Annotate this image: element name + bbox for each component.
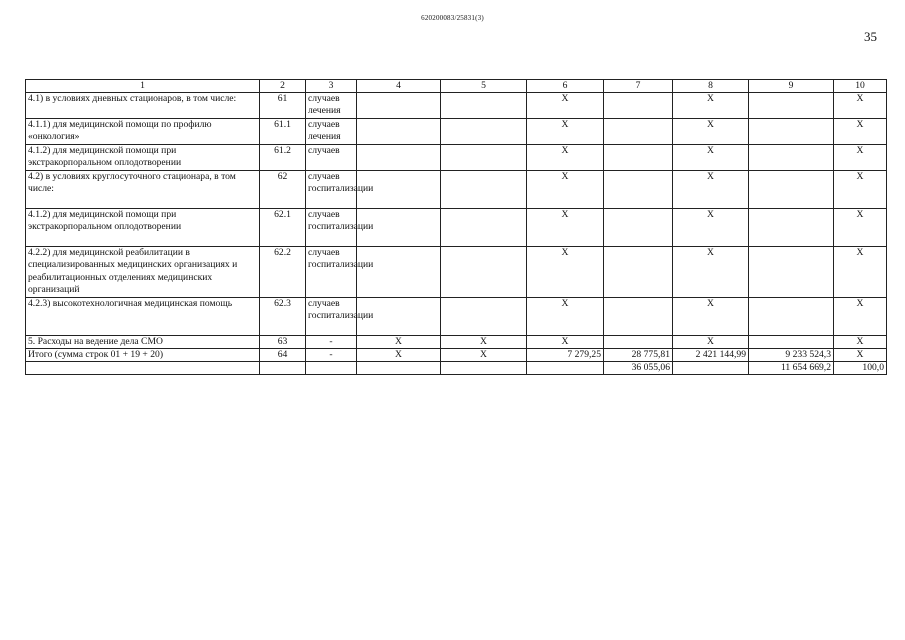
cell-col5	[441, 361, 527, 374]
cell-col7: 28 775,81	[604, 348, 673, 361]
cell-col6: X	[527, 119, 604, 145]
cell-col6: 7 279,25	[527, 348, 604, 361]
cell-col10: X	[834, 93, 887, 119]
cell-col9: 9 233 524,3	[749, 348, 834, 361]
cell-col8: X	[673, 335, 749, 348]
col-header: 5	[441, 80, 527, 93]
col-header: 2	[260, 80, 306, 93]
col-header: 1	[26, 80, 260, 93]
row-code: 61	[260, 93, 306, 119]
cell-col10: X	[834, 335, 887, 348]
cell-col10: X	[834, 209, 887, 247]
cell-col9	[749, 93, 834, 119]
cell-col7	[604, 145, 673, 171]
cell-col5	[441, 297, 527, 335]
table-row	[26, 171, 887, 209]
cell-col6	[527, 361, 604, 374]
cell-col7: 36 055,06	[604, 361, 673, 374]
table-row	[26, 247, 887, 298]
cell-col5	[441, 247, 527, 298]
cell-col10: X	[834, 247, 887, 298]
row-code	[260, 361, 306, 374]
col-header: 8	[673, 80, 749, 93]
cell-col7	[604, 335, 673, 348]
cell-col8	[673, 361, 749, 374]
table-row	[26, 361, 887, 374]
row-code: 61.2	[260, 145, 306, 171]
row-unit: -	[306, 335, 357, 348]
cell-col8: X	[673, 209, 749, 247]
cell-col5: X	[441, 335, 527, 348]
row-code: 62.2	[260, 247, 306, 298]
row-code: 62.1	[260, 209, 306, 247]
cell-col4: X	[357, 348, 441, 361]
cell-col10: X	[834, 297, 887, 335]
cell-col8: X	[673, 119, 749, 145]
col-header: 7	[604, 80, 673, 93]
cell-col4	[357, 247, 441, 298]
cell-col9	[749, 145, 834, 171]
cell-col9	[749, 297, 834, 335]
cell-col9	[749, 209, 834, 247]
row-unit: случаев	[306, 145, 357, 171]
col-header: 10	[834, 80, 887, 93]
cell-col10: X	[834, 119, 887, 145]
cell-col8: X	[673, 93, 749, 119]
cell-col10: X	[834, 145, 887, 171]
cell-col7	[604, 93, 673, 119]
col-header: 9	[749, 80, 834, 93]
cell-col10: 100,0	[834, 361, 887, 374]
budget-table	[25, 79, 887, 375]
cell-col7	[604, 209, 673, 247]
cell-col6: X	[527, 209, 604, 247]
header-row	[26, 80, 887, 93]
row-code: 61.1	[260, 119, 306, 145]
table-row	[26, 348, 887, 361]
cell-col4	[357, 119, 441, 145]
table-row	[26, 209, 887, 247]
cell-col10: X	[834, 171, 887, 209]
row-name: 4.1.1) для медицинской помощи по профилю «онкология»	[26, 119, 260, 145]
cell-col9	[749, 247, 834, 298]
cell-col8: X	[673, 247, 749, 298]
row-unit: случаев лечения	[306, 119, 357, 145]
cell-col9	[749, 335, 834, 348]
row-name: 4.1) в условиях дневных стационаров, в том числе:	[26, 93, 260, 119]
row-unit: случаев госпитализации	[306, 171, 357, 209]
cell-col8: X	[673, 297, 749, 335]
cell-col9	[749, 119, 834, 145]
row-code: 64	[260, 348, 306, 361]
row-name: 4.1.2) для медицинской помощи при экстракорпоральном оплодотворении	[26, 145, 260, 171]
cell-col7	[604, 247, 673, 298]
cell-col7	[604, 171, 673, 209]
cell-col8: 2 421 144,99	[673, 348, 749, 361]
row-code: 62	[260, 171, 306, 209]
row-name: 4.2.3) высокотехнологичная медицинская помощь	[26, 297, 260, 335]
table-row	[26, 335, 887, 348]
cell-col4	[357, 361, 441, 374]
row-unit: -	[306, 348, 357, 361]
row-code: 63	[260, 335, 306, 348]
cell-col6: X	[527, 335, 604, 348]
cell-col4	[357, 145, 441, 171]
cell-col7	[604, 297, 673, 335]
cell-col8: X	[673, 171, 749, 209]
cell-col5	[441, 145, 527, 171]
cell-col4: X	[357, 335, 441, 348]
page-number: 35	[864, 29, 877, 44]
row-name: 4.2.2) для медицинской реабилитации в специализированных медицинских организациях и реабилитационных отделениях медицинских организаций	[26, 247, 260, 298]
row-unit: случаев госпитализации	[306, 247, 357, 298]
cell-col9: 11 654 669,2	[749, 361, 834, 374]
row-name: 4.2) в условиях круглосуточного стационара, в том числе:	[26, 171, 260, 209]
row-name: 4.1.2) для медицинской помощи при экстракорпоральном оплодотворении	[26, 209, 260, 247]
cell-col5	[441, 171, 527, 209]
col-header: 6	[527, 80, 604, 93]
cell-col5	[441, 119, 527, 145]
table-row	[26, 145, 887, 171]
row-unit	[306, 361, 357, 374]
row-unit: случаев лечения	[306, 93, 357, 119]
row-code: 62.3	[260, 297, 306, 335]
cell-col5	[441, 93, 527, 119]
table-row	[26, 93, 887, 119]
cell-col7	[604, 119, 673, 145]
cell-col6: X	[527, 247, 604, 298]
table-row	[26, 297, 887, 335]
document-code: 620200083/25831(3)	[421, 14, 484, 22]
row-name: 5. Расходы на ведение дела СМО	[26, 335, 260, 348]
cell-col6: X	[527, 93, 604, 119]
cell-col6: X	[527, 145, 604, 171]
cell-col5	[441, 209, 527, 247]
table-row	[26, 119, 887, 145]
cell-col5: X	[441, 348, 527, 361]
row-unit: случаев госпитализации	[306, 209, 357, 247]
row-name	[26, 361, 260, 374]
cell-col4	[357, 93, 441, 119]
cell-col10: X	[834, 348, 887, 361]
col-header: 4	[357, 80, 441, 93]
cell-col6: X	[527, 171, 604, 209]
cell-col8: X	[673, 145, 749, 171]
cell-col9	[749, 171, 834, 209]
row-name: Итого (сумма строк 01 + 19 + 20)	[26, 348, 260, 361]
cell-col6: X	[527, 297, 604, 335]
row-unit: случаев госпитализации	[306, 297, 357, 335]
col-header: 3	[306, 80, 357, 93]
